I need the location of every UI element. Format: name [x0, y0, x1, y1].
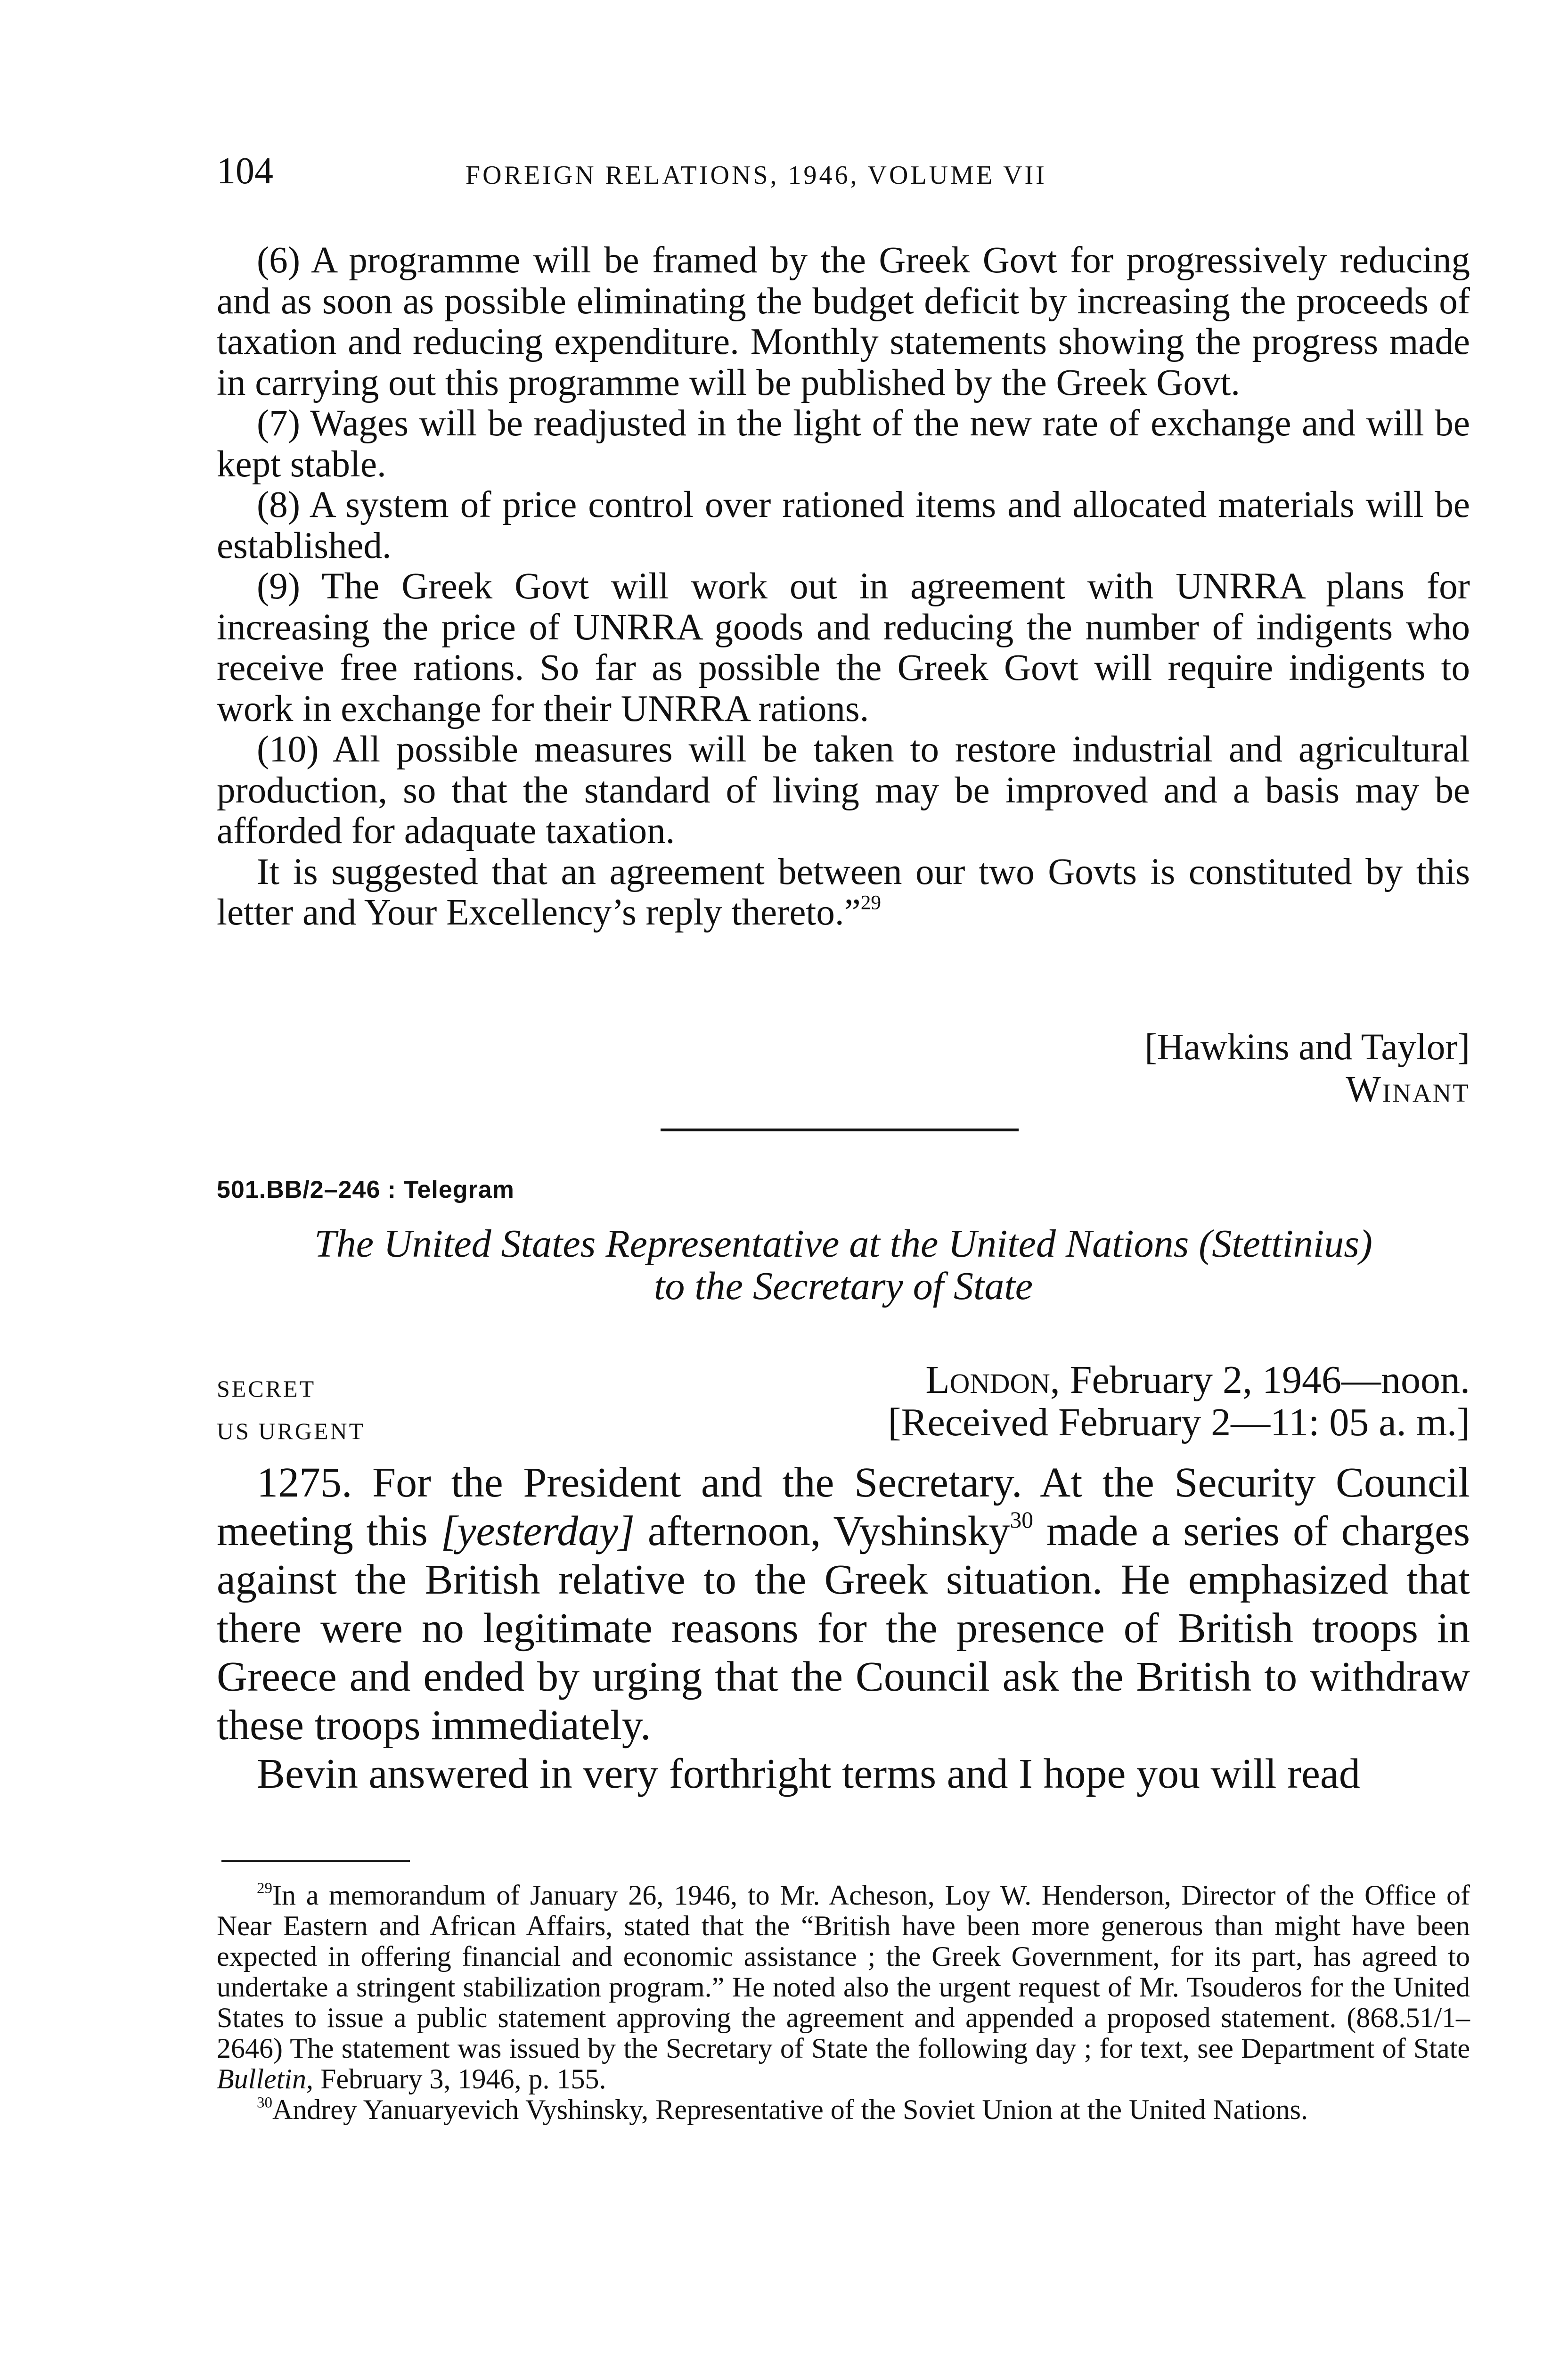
- telegram-body: [217, 1458, 1470, 1798]
- telegram-p1-text-d: made a series of charges against the British relative to the Greek situation. He emphasized that there were no legitimate reasons for the presence of British troops in Greece and ended by urging that the Council ask the British to withdraw these troops immediately.: [217, 1508, 1470, 1749]
- footnote-29-text-end: February 3, 1946, p. 155.: [313, 2063, 606, 2094]
- footnote-29-italic: Bulletin,: [217, 2063, 313, 2094]
- footnote-29-number: 29: [257, 1880, 272, 1897]
- footnote-29: [217, 1880, 1470, 2094]
- classification-secret: SECRET: [217, 1375, 316, 1402]
- footnote-29-text: In a memorandum of January 26, 1946, to Mr. Acheson, Loy W. Henderson, Director of the Office of Near Eastern and African Affairs, stated that the “British have been more generous than might have been expected in offering financial and economic assistance ; the Greek Government, for its part, has agreed to undertake a stringent stabilization program.” He noted also the urgent request of Mr. Tsouderos for the United States to issue a public statement approving the agreement and appended a proposed statement. (868.51/1–2646) The statement was issued by the Secretary of State the following day ; for text, see Department of State: [217, 1880, 1470, 2064]
- letter-paragraph-7: (7) Wages will be readjusted in the light of the new rate of exchange and will be kept stable.: [217, 403, 1470, 485]
- telegram-paragraph-1: [217, 1458, 1470, 1750]
- letter-paragraph-10: (10) All possible measures will be taken to restore industrial and agricultural production, so that the standard of living may be improved and a basis may be afforded for adaquate taxation.: [217, 729, 1470, 851]
- running-head: FOREIGN RELATIONS, 1946, VOLUME VII: [466, 161, 1047, 190]
- letter-paragraph-8: (8) A system of price control over rationed items and allocated materials will be established.: [217, 484, 1470, 566]
- telegram-paragraph-2: Bevin answered in very forthright terms and I hope you will read: [257, 1751, 1360, 1797]
- footnote-rule: [221, 1860, 410, 1862]
- letter-paragraph-6: (6) A programme will be framed by the Greek Govt for progressively reducing and as soon as possible eliminating the budget deficit by increasing the proceeds of taxation and reducing expenditure. Monthly statements showing the progress made in carrying out this programme will be published by the Greek Govt.: [217, 240, 1470, 403]
- telegram-p1-text-a: 1275. For the President and the Secretary. At the Security Council meeting this: [217, 1459, 1470, 1554]
- dateline-place: London: [925, 1358, 1050, 1402]
- page-number: 104: [217, 150, 273, 192]
- page-header: [217, 150, 1470, 202]
- footnote-ref-29: 29: [860, 891, 882, 914]
- closing-text: It is suggested that an agreement between our two Govts is constituted by this letter and Your Excellency’s reply thereto.”: [217, 851, 1470, 933]
- document-title-line-1: The United States Representative at the United Nations (Stettinius): [314, 1222, 1372, 1266]
- letter-closing-paragraph: [217, 852, 1470, 933]
- footnote-30: [217, 2094, 1470, 2125]
- footnote-30-number: 30: [257, 2094, 272, 2111]
- dateline: [925, 1357, 1470, 1403]
- document-title-line-2: to the Secretary of State: [654, 1264, 1033, 1308]
- signature-sender: Winant: [1346, 1069, 1470, 1110]
- received-line: [Received February 2—11: 05 a. m.]: [888, 1400, 1470, 1444]
- footnote-30-text: Andrey Yanuaryevich Vyshinsky, Representative of the Soviet Union at the United Nations.: [272, 2094, 1308, 2125]
- document-title: [217, 1223, 1470, 1308]
- file-reference: 501.BB/2–246 : Telegram: [217, 1176, 514, 1203]
- letter-paragraph-9: (9) The Greek Govt will work out in agreement with UNRRA plans for increasing the price of UNRRA goods and reducing the number of indigents who receive free rations. So far as possible the Greek Govt will require indigents to work in exchange for their UNRRA rations.: [217, 566, 1470, 729]
- section-divider: [661, 1129, 1019, 1131]
- footnote-ref-30: 30: [1010, 1506, 1034, 1533]
- letter-continuation: [217, 240, 1470, 933]
- classification-us-urgent: US URGENT: [217, 1418, 366, 1444]
- signature-names: [Hawkins and Taylor]: [1144, 1027, 1470, 1068]
- dateline-date: , February 2, 1946—noon.: [1050, 1358, 1470, 1402]
- footnotes: [217, 1880, 1470, 2125]
- telegram-p1-text-c: afternoon, Vyshinsky: [635, 1508, 1010, 1554]
- telegram-p1-italic: [yesterday]: [441, 1508, 635, 1554]
